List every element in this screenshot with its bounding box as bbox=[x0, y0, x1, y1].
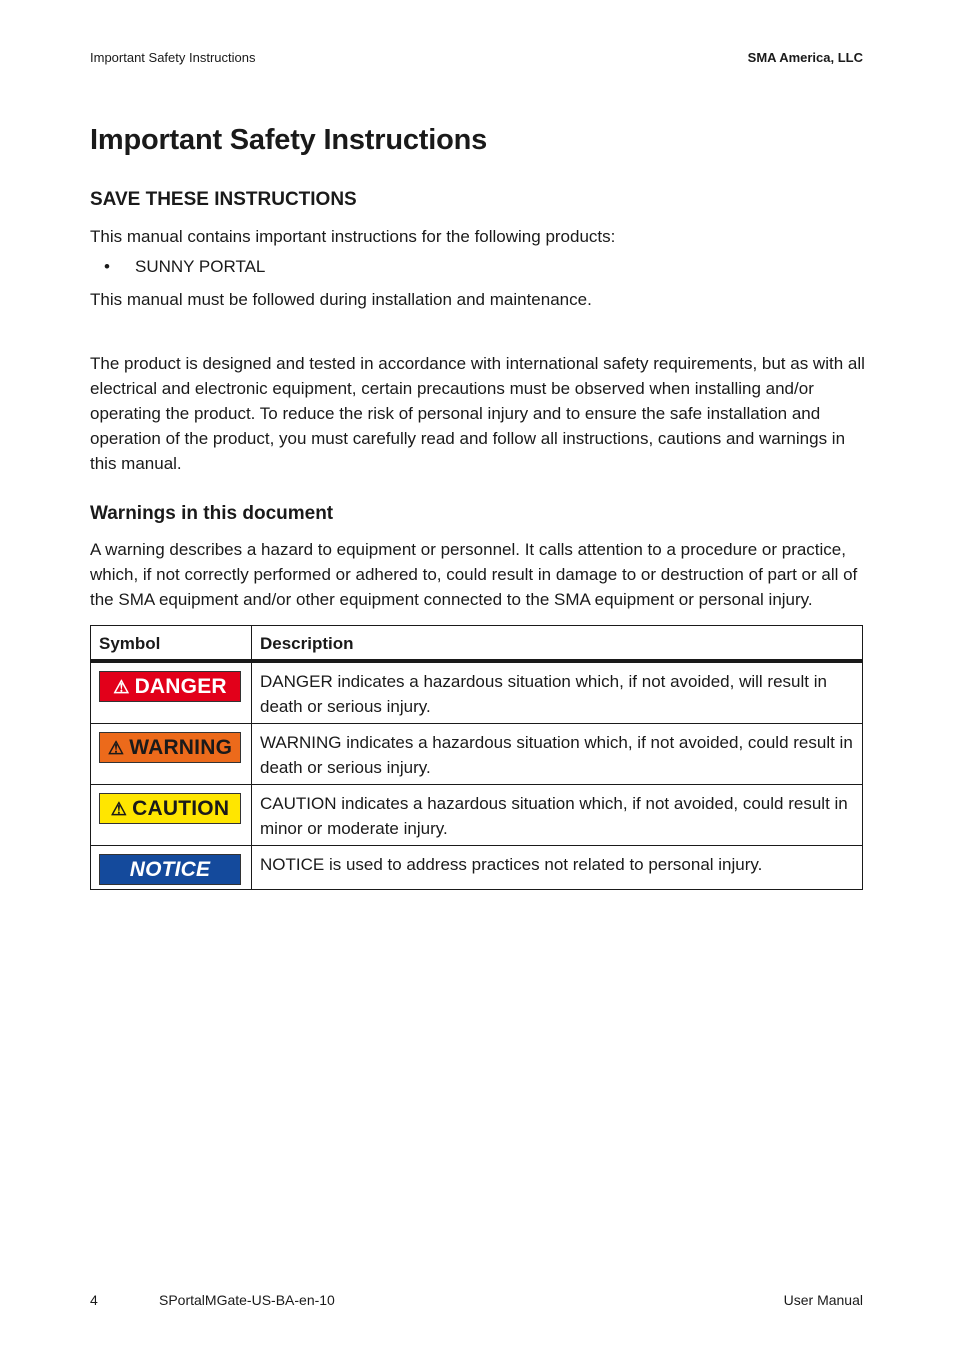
product-name: SUNNY PORTAL bbox=[135, 257, 266, 276]
caution-label: CAUTION bbox=[132, 797, 230, 820]
follow-paragraph: This manual must be followed during installation and maintenance. bbox=[90, 290, 592, 309]
header-company: SMA America, LLC bbox=[747, 50, 863, 65]
table-row bbox=[91, 661, 863, 724]
page-number: 4 bbox=[90, 1292, 98, 1308]
page-title: Important Safety Instructions bbox=[90, 124, 488, 156]
table-header-row bbox=[91, 626, 863, 662]
notice-label: NOTICE bbox=[129, 858, 211, 881]
warning-description: WARNING indicates a hazardous situation which, if not avoided, could result in death or serious injury. bbox=[252, 724, 863, 785]
warning-triangle-icon: ⚠ bbox=[107, 737, 125, 758]
bullet-icon: • bbox=[104, 257, 110, 276]
warnings-paragraph: A warning describes a hazard to equipment or personnel. It calls attention to a procedure or practice, which, if not correctly performed or adhered to, could result in damage to or destruction of part or all of the SMA equipment and/or other equipment connected to the SMA equipment or personal injury. bbox=[90, 540, 858, 609]
warnings-heading: Warnings in this document bbox=[90, 503, 334, 524]
table-row bbox=[91, 785, 863, 846]
danger-badge bbox=[99, 671, 241, 702]
caution-description: CAUTION indicates a hazardous situation which, if not avoided, could result in minor or moderate injury. bbox=[252, 785, 863, 846]
table-row bbox=[91, 846, 863, 890]
warning-badge bbox=[99, 732, 241, 763]
header-section-title: Important Safety Instructions bbox=[90, 50, 256, 65]
document-type: User Manual bbox=[783, 1292, 863, 1308]
warning-triangle-icon: ⚠ bbox=[110, 798, 128, 819]
notice-badge bbox=[99, 854, 241, 885]
product-list-item bbox=[104, 254, 265, 279]
table-row bbox=[91, 724, 863, 785]
warning-label: WARNING bbox=[129, 736, 233, 759]
danger-label: DANGER bbox=[134, 675, 227, 698]
symbol-column-header: Symbol bbox=[91, 626, 252, 662]
caution-badge bbox=[99, 793, 241, 824]
save-instructions-heading: SAVE THESE INSTRUCTIONS bbox=[90, 189, 357, 210]
description-column-header: Description bbox=[252, 626, 863, 662]
design-paragraph: The product is designed and tested in accordance with international safety requirements, but as with all electrical and electronic equipment, certain precautions must be observed when installing and/or operating the product. To reduce the risk of personal injury and to ensure the safe installation and operation of the product, you must carefully read and follow all instructions, cautions and warnings in this manual. bbox=[90, 354, 865, 473]
document-code: SPortalMGate-US-BA-en-10 bbox=[159, 1292, 335, 1308]
warning-triangle-icon: ⚠ bbox=[113, 676, 130, 697]
warnings-table bbox=[90, 625, 863, 890]
notice-description: NOTICE is used to address practices not related to personal injury. bbox=[252, 846, 863, 890]
danger-description: DANGER indicates a hazardous situation which, if not avoided, will result in death or serious injury. bbox=[252, 661, 863, 724]
intro-paragraph: This manual contains important instructions for the following products: bbox=[90, 227, 616, 246]
